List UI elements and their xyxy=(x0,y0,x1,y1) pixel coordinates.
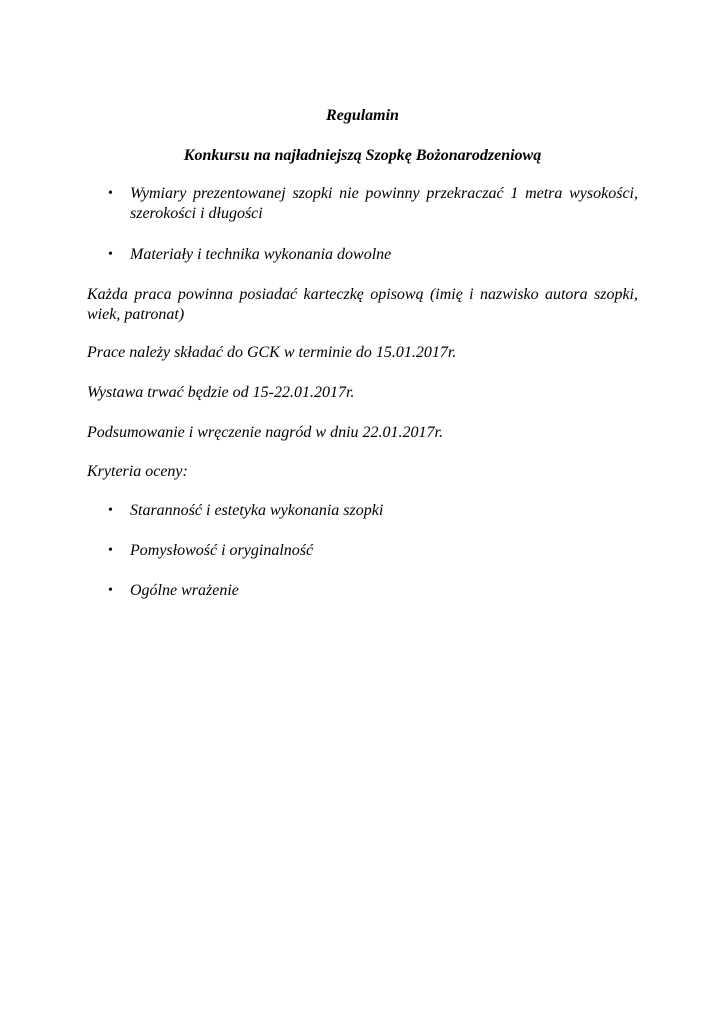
criteria-text: Pomysłowość i oryginalność xyxy=(130,542,314,559)
document-title: Regulamin xyxy=(326,107,399,124)
criteria-item xyxy=(108,541,638,561)
criteria-item xyxy=(108,581,638,601)
bullet-icon: • xyxy=(108,543,113,558)
bullet-icon: • xyxy=(108,247,113,262)
paragraph-submission-deadline: Prace należy składać do GCK w terminie do 15.01.2017r. xyxy=(87,344,457,361)
criteria-item xyxy=(108,501,638,521)
document-subtitle: Konkursu na najładniejszą Szopkę Bożonarodzeniową xyxy=(183,147,542,164)
paragraph-description-card: Każda praca powinna posiadać karteczkę opisową (imię i nazwisko autora szopki, wiek, patronat) xyxy=(87,286,638,323)
requirement-text: Wymiary prezentowanej szopki nie powinny przekraczać 1 metra wysokości, szerokości i długości xyxy=(130,185,638,222)
paragraph-exhibition-dates: Wystawa trwać będzie od 15-22.01.2017r. xyxy=(87,384,355,401)
bullet-icon: • xyxy=(108,186,113,201)
paragraph-awards-date: Podsumowanie i wręczenie nagród w dniu 22.01.2017r. xyxy=(87,424,443,441)
criteria-text: Staranność i estetyka wykonania szopki xyxy=(130,502,384,519)
bullet-icon: • xyxy=(108,503,113,518)
requirement-item xyxy=(108,184,638,224)
bullet-icon: • xyxy=(108,583,113,598)
paragraph-criteria-heading: Kryteria oceny: xyxy=(87,463,188,480)
requirement-item xyxy=(108,245,638,265)
criteria-text: Ogólne wrażenie xyxy=(130,582,239,599)
requirement-text: Materiały i technika wykonania dowolne xyxy=(130,246,392,263)
